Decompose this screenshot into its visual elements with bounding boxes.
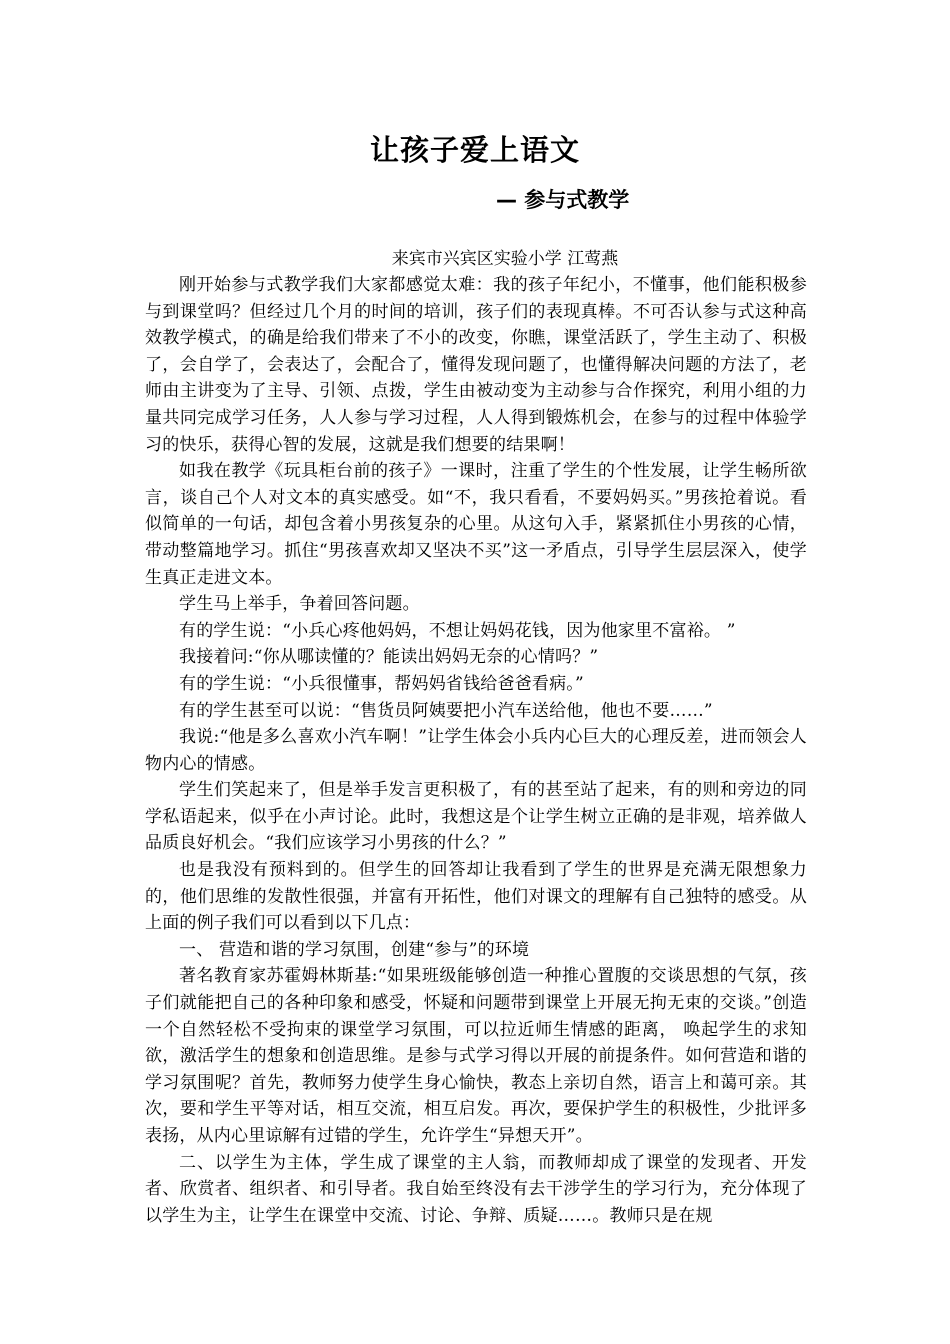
paragraph: 学生们笑起来了，但是举手发言更积极了，有的甚至站了起来，有的则和旁边的同学私语起来，似乎在小声讨论。此时，我想这是个让学生树立正确的是非观，培养做人品质良好机会。“我们应该学习小男孩的什么？” [145, 780, 807, 854]
paragraph: 有的学生甚至可以说：“售货员阿姨要把小汽车送给他，他也不要……” [179, 700, 713, 721]
paragraph: 如我在教学《玩具柜台前的孩子》一课时，注重了学生的个性发展，让学生畅所欲言，谈自己个人对文本的真实感受。如“不，我只看看，不要妈妈买。”男孩抢着说。看似简单的一句话，却包含着小男孩复杂的心里。从这句入手，紧紧抓住小男孩的心情，带动整篇地学习。抓住“男孩喜欢却又坚决不买”这一矛盾点，引导学生层层深入，使学生真正走进文本。 [145, 461, 807, 588]
paragraph: 我接着问:“你从哪读懂的？能读出妈妈无奈的心情吗？” [179, 647, 599, 668]
paragraph: 刚开始参与式教学我们大家都感觉太难：我的孩子年纪小，不懂事，他们能积极参与到课堂吗？但经过几个月的时间的培训，孩子们的表现真棒。不可否认参与式这种高效教学模式，的确是给我们带来了不小的改变，你瞧，课堂活跃了，学生主动了、积极了，会自学了，会表达了，会配合了，懂得发现问题了，也懂得解决问题的方法了，老师由主讲变为了主导、引领、点拨，学生由被动变为主动参与合作探究，利用小组的力量共同完成学习任务，人人参与学习过程，人人得到锻炼机会，在参与的过程中体验学习的快乐，获得心智的发展，这就是我们想要的结果啊！ [145, 275, 807, 455]
paragraph: 二、以学生为主体，学生成了课堂的主人翁，而教师却成了课堂的发现者、开发者、欣赏者、组织者、和引导者。我自始至终没有去干涉学生的学习行为，充分体现了以学生为主，让学生在课堂中交流、讨论、争辩、质疑……。教师只是在规 [145, 1152, 807, 1226]
paragraph: 学生马上举手，争着回答问题。 [179, 594, 420, 615]
document-title: 让孩子爱上语文 [369, 133, 580, 167]
document-subtitle: — 参与式教学 [496, 188, 630, 212]
paragraph: 我说:“他是多么喜欢小汽车啊！”让学生体会小兵内心巨大的心理反差，进而领会人物内心的情感。 [145, 727, 807, 774]
paragraph: 也是我没有预料到的。但学生的回答却让我看到了学生的世界是充满无限想象力的，他们思维的发散性很强，并富有开拓性，他们对课文的理解有自己独特的感受。从上面的例子我们可以看到以下几点： [145, 860, 807, 934]
paragraph: 著名教育家苏霍姆林斯基:“如果班级能够创造一种推心置腹的交谈思想的气氛，孩子们就能把自己的各种印象和感受，怀疑和问题带到课堂上开展无拘无束的交谈。”创造一个自然轻松不受拘束的课堂学习氛围，可以拉近师生情感的距离， 唤起学生的求知欲，激活学生的想象和创造思维。是参与式学习得以开展的前提条件。如何营造和谐的学习氛围呢？首先，教师努力使学生身心愉快，教态上亲切自然，语言上和蔼可亲。其次，要和学生平等对话，相互交流，相互启发。再次，要保护学生的积极性，少批评多表扬，从内心里谅解有过错的学生，允许学生“异想天开”。 [145, 966, 807, 1146]
author-line: 来宾市兴宾区实验小学 江莺燕 [391, 249, 619, 269]
body-text [145, 272, 807, 1229]
paragraph: 有的学生说：“小兵心疼他妈妈，不想让妈妈花钱，因为他家里不富裕。 ” [179, 620, 736, 641]
section-heading: 一、 营造和谐的学习氛围，创建“参与”的环境 [179, 939, 530, 960]
paragraph: 有的学生说：“小兵很懂事，帮妈妈省钱给爸爸看病。” [179, 673, 584, 694]
